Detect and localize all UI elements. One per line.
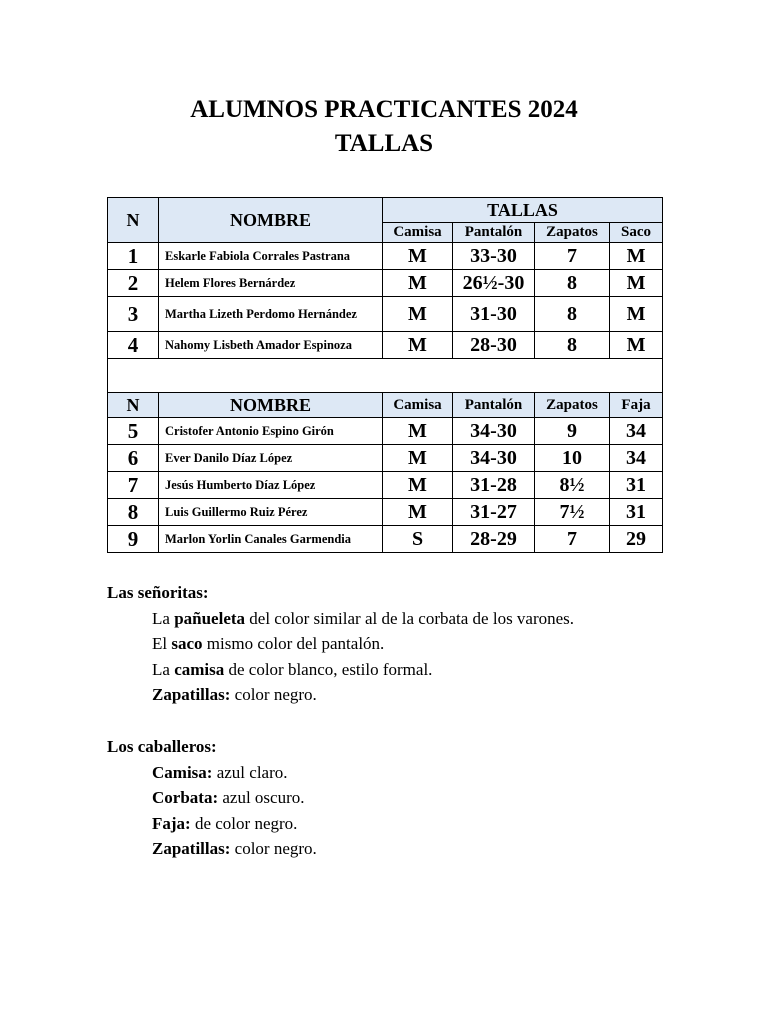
- pantalon-size: 34-30: [453, 418, 535, 445]
- camisa-size: M: [383, 270, 453, 297]
- header-faja: Faja: [610, 393, 663, 418]
- row-number: 9: [108, 526, 159, 553]
- caballeros-line: Zapatillas: color negro.: [152, 839, 317, 858]
- zapatos-size: 8: [535, 270, 610, 297]
- table-row: [108, 418, 663, 445]
- pantalon-size: 31-27: [453, 499, 535, 526]
- student-name: Luis Guillermo Ruiz Pérez: [159, 499, 383, 526]
- caballeros-section: [107, 734, 317, 862]
- table-row: [108, 499, 663, 526]
- faja-size: 34: [610, 445, 663, 472]
- header-zapatos: Zapatos: [535, 393, 610, 418]
- header-zapatos: Zapatos: [535, 223, 610, 243]
- pantalon-size: 26½-30: [453, 270, 535, 297]
- caballeros-line: Camisa: azul claro.: [152, 762, 288, 782]
- student-name: Nahomy Lisbeth Amador Espinoza: [159, 332, 383, 359]
- row-number: 2: [108, 270, 159, 297]
- pantalon-size: 28-30: [453, 332, 535, 359]
- saco-size: M: [610, 243, 663, 270]
- caballeros-line: Corbata: azul oscuro.: [152, 788, 305, 807]
- saco-size: M: [610, 297, 663, 332]
- camisa-size: M: [383, 297, 453, 332]
- zapatos-size: 9: [535, 418, 610, 445]
- header-camisa: Camisa: [383, 393, 453, 418]
- table-row: [108, 270, 663, 297]
- student-name: Eskarle Fabiola Corrales Pastrana: [159, 243, 383, 270]
- sizes-table: [107, 197, 663, 553]
- row-number: 7: [108, 472, 159, 499]
- camisa-size: M: [383, 418, 453, 445]
- pantalon-size: 33-30: [453, 243, 535, 270]
- header-tallas: TALLAS: [383, 198, 663, 223]
- table-row: [108, 243, 663, 270]
- pantalon-size: 31-30: [453, 297, 535, 332]
- senoritas-line: El saco mismo color del pantalón.: [152, 634, 385, 653]
- header-pantalon: Pantalón: [453, 393, 535, 418]
- student-name: Helem Flores Bernárdez: [159, 270, 383, 297]
- row-number: 4: [108, 332, 159, 359]
- row-number: 6: [108, 445, 159, 472]
- camisa-size: M: [383, 472, 453, 499]
- student-name: Jesús Humberto Díaz López: [159, 472, 383, 499]
- pantalon-size: 28-29: [453, 526, 535, 553]
- table-row: [108, 332, 663, 359]
- student-name: Martha Lizeth Perdomo Hernández: [159, 297, 383, 332]
- header-nombre: NOMBRE: [159, 198, 383, 243]
- zapatos-size: 7½: [535, 499, 610, 526]
- pantalon-size: 31-28: [453, 472, 535, 499]
- pantalon-size: 34-30: [453, 445, 535, 472]
- senoritas-section: [107, 580, 574, 708]
- zapatos-size: 8: [535, 297, 610, 332]
- caballeros-heading: Los caballeros:: [107, 737, 217, 756]
- student-name: Cristofer Antonio Espino Girón: [159, 418, 383, 445]
- header-nombre: NOMBRE: [159, 393, 383, 418]
- zapatos-size: 10: [535, 445, 610, 472]
- senoritas-line: La pañueleta del color similar al de la corbata de los varones.: [152, 608, 575, 628]
- saco-size: M: [610, 332, 663, 359]
- camisa-size: S: [383, 526, 453, 553]
- header-n: N: [108, 198, 159, 243]
- row-number: 1: [108, 243, 159, 270]
- senoritas-line: Zapatillas: color negro.: [152, 685, 317, 704]
- header-pantalon: Pantalón: [453, 223, 535, 243]
- caballeros-line: Faja: de color negro.: [152, 813, 298, 833]
- zapatos-size: 7: [535, 526, 610, 553]
- zapatos-size: 8½: [535, 472, 610, 499]
- row-number: 8: [108, 499, 159, 526]
- page-title: ALUMNOS PRACTICANTES 2024: [190, 96, 578, 123]
- student-name: Ever Danilo Díaz López: [159, 445, 383, 472]
- page-subtitle: TALLAS: [334, 130, 434, 157]
- spacer-cell: [108, 359, 663, 393]
- table-row: [108, 526, 663, 553]
- zapatos-size: 8: [535, 332, 610, 359]
- student-name: Marlon Yorlin Canales Garmendia: [159, 526, 383, 553]
- faja-size: 31: [610, 499, 663, 526]
- zapatos-size: 7: [535, 243, 610, 270]
- faja-size: 29: [610, 526, 663, 553]
- table-row: [108, 445, 663, 472]
- senoritas-line: La camisa de color blanco, estilo formal.: [152, 659, 433, 679]
- camisa-size: M: [383, 499, 453, 526]
- header-camisa: Camisa: [383, 223, 453, 243]
- camisa-size: M: [383, 445, 453, 472]
- saco-size: M: [610, 270, 663, 297]
- row-number: 5: [108, 418, 159, 445]
- row-number: 3: [108, 297, 159, 332]
- faja-size: 31: [610, 472, 663, 499]
- header-n: N: [108, 393, 159, 418]
- senoritas-heading: Las señoritas:: [107, 583, 209, 602]
- table-row: [108, 297, 663, 332]
- camisa-size: M: [383, 332, 453, 359]
- faja-size: 34: [610, 418, 663, 445]
- spacer-row: [108, 359, 663, 393]
- header-saco: Saco: [610, 223, 663, 243]
- camisa-size: M: [383, 243, 453, 270]
- table-row: [108, 472, 663, 499]
